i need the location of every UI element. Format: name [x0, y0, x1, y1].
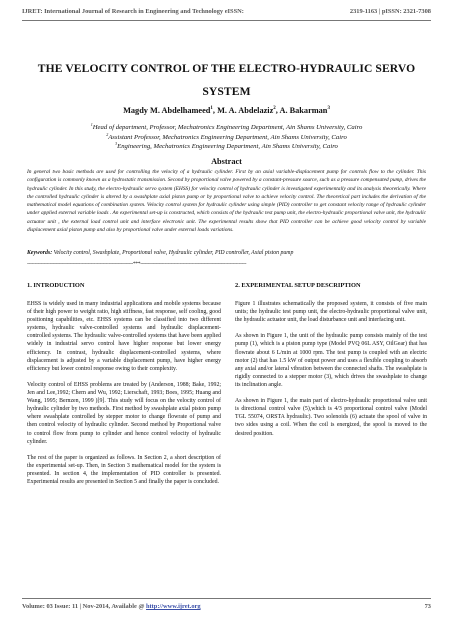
footer-rule [22, 598, 431, 599]
affiliation-3 [22, 142, 431, 152]
intro-paragraph-3: The rest of the paper is organized as follows. In Section 2, a short description of the experimental set-up. Then, in Section 3 mathematical model for the system is presented. In section 4, the implementation of PID controller is presented. Experimental results are presented in Section 5 and finally the paper is concluded. [27, 454, 221, 486]
journal-issn: 2319-1163 | pISSN: 2321-7308 [349, 8, 431, 15]
intro-paragraph-2: Velocity control of EHSS problems are treated by (Anderson, 1988; Bake, 1992; Jen and Lee,1992; Chern and Wu, 1992; Lierschaft, 1993; Boes, 1995; Huang and Wang, 1995; Bernzen, 1999 )[9]. This study will focus on the velocity control of hydraulic cylinder by two methods. First method by swashplate axial piston pump where swashplate controlled by stepper motor to change flowrate of pump and then control velocity of hydraulic cylinder. Second method by Proportional valve to control flow from pump to cylinder and hence control velocity of hydraulic cylinder. [27, 381, 221, 445]
section-heading-introduction: 1. INTRODUCTION [27, 282, 85, 289]
abstract-body: In general two basic methods are used for controlling the velocity of a hydraulic cylinder. First by an axial variable-displacement pump for controls flow to the cylinder. This configuration is commonly known as a hydrostatic transmission. Second by proportional valve powered by a constant-pressure source, such as a pressure compensated pump, drives the hydraulic cylinder. In this study, the electro-hydraulic servo system (EHSS) for velocity control of hydraulic cylinder is investigated experimentally and its analysis theoretically. Where the controlled hydraulic cylinder is altered by a swashplate axial piston pump or by proportional valve to achieve velocity control. The theoretical part includes the derivation of the mathematical model equations of combination system. Velocity control system for hydraulic cylinder using simple (PID) controller to get constant velocity range of hydraulic cylinder under applied external variable loads . An experimental set-up is constructed, which consists of the hydraulic test pump unit, the electro-hydraulic proportional valve unit, the hydraulic actuator unit , the external load control unit and interface electronic unit. The experimental results show that PID controller can be achieve good velocity control by variable displacement axial piston pump and also by proportional valve under external loads variations. [27, 169, 426, 234]
affiliation-1 [22, 123, 431, 133]
intro-paragraph-1: EHSS is widely used in many industrial applications and mobile systems because of their high power to weight ratio, high stiffness, fast response, self cooling, good positioning capabilities, etc. EHSS systems can be classified into two different systems, hydraulic valve-controlled systems and hydraulic displacement-controlled systems. The hydraulic valve-controlled systems that have been applied widely in industrial servo control have higher response but lower energy efficiency. In contrast, hydraulic displacement-controlled systems, where displacement is adjusted by a variable displacement pump, have higher energy efficiency but lower control response owing to their complexity. [27, 301, 221, 372]
author-separator: , [212, 106, 218, 115]
author-3: A. Bakarman [279, 106, 328, 115]
affiliation-1-text: Head of department, Professor, Mechatronics Engineering Department, Ain Shams University, Cairo [92, 124, 363, 131]
setup-paragraph-2: As shown in Figure 1, the unit of the hydraulic pump consists mainly of the test pump (1), which is a piston pump type (Model PVQ 06L ASY, OilGear) that has flowrate about 6 L/min at 1000 rpm. The test pump is coupled with an electric motor (2) that has 1.5 kW of output power and uses a flexible coupling to absorb any axial and/or lateral vibration between the connected shafts. The swashplate is rigidly connected to a stepper motor (3), which drives the swashplate to change its inclination angle. [235, 333, 427, 388]
keywords-list: Velocity control, Swashplate, Proportional valve, Hydraulic cylinder, PID controller, Axial piston pump [52, 250, 294, 256]
right-column [235, 282, 427, 446]
footer-volume [22, 603, 201, 610]
author-separator: , [275, 106, 280, 115]
author-1: Magdy M. Abdelhameed [123, 106, 211, 115]
paper-title: THE VELOCITY CONTROL OF THE ELECTRO-HYDRAULIC SERVO SYSTEM [37, 62, 416, 98]
affiliation-1-sup: 1 [90, 121, 93, 127]
journal-link[interactable]: http://www.ijret.org [146, 603, 201, 610]
affiliation-2-sup: 2 [106, 131, 109, 137]
journal-name: IJRET: International Journal of Research in Engineering and Technology eISSN: [22, 8, 244, 15]
header-rule [22, 20, 431, 21]
setup-paragraph-1: Figure 1 illustrates schematically the proposed system, it consists of five main units; the hydraulic test pump unit, the electro-hydraulic proportional valve unit, the hydraulic actuator unit, the load disturbance unit and interfacing unit. [235, 301, 427, 324]
section-separator: ----------------------------------------------------------------------***---------------------------------------------------------------------- [27, 261, 247, 267]
keywords-label: Keywords: [27, 250, 53, 256]
affiliation-3-sup: 3 [115, 140, 118, 146]
section-heading-setup: 2. EXPERIMENTAL SETUP DESCRIPTION [235, 282, 361, 289]
affiliation-2 [22, 133, 431, 143]
page-number: 73 [424, 603, 431, 610]
footer-volume-text: Volume: 03 Issue: 11 | Nov-2014, Available @ [22, 603, 146, 610]
affiliation-2-text: Assistant Professor, Mechatronics Engineering Department, Ain Shams University, Cairo [108, 133, 347, 141]
affiliation-3-text: Engineering, Mechatronics Engineering Department, Ain Shams University, Cairo [117, 143, 338, 150]
author-3-sup: 3 [327, 106, 330, 112]
author-list [22, 106, 431, 115]
journal-header [22, 8, 431, 15]
author-2-sup: 2 [273, 106, 276, 112]
keywords [27, 249, 426, 257]
setup-paragraph-3: As shown in Figure 1, the main part of electro-hydraulic proportional valve unit is directional control valve (5),which is 4/3 proportional control valve (Model TGL 55074, ORSTA hydraulic). Two solenoids (6) actuate the spool of valve in two sides using a coil. When the coil is energized, the spool is moved to the desired position. [235, 398, 427, 437]
author-2: M. A. Abdelaziz [217, 106, 274, 115]
author-1-sup: 1 [210, 106, 213, 112]
abstract-heading: Abstract [211, 157, 242, 166]
left-column [27, 282, 221, 494]
page-footer [22, 603, 431, 610]
